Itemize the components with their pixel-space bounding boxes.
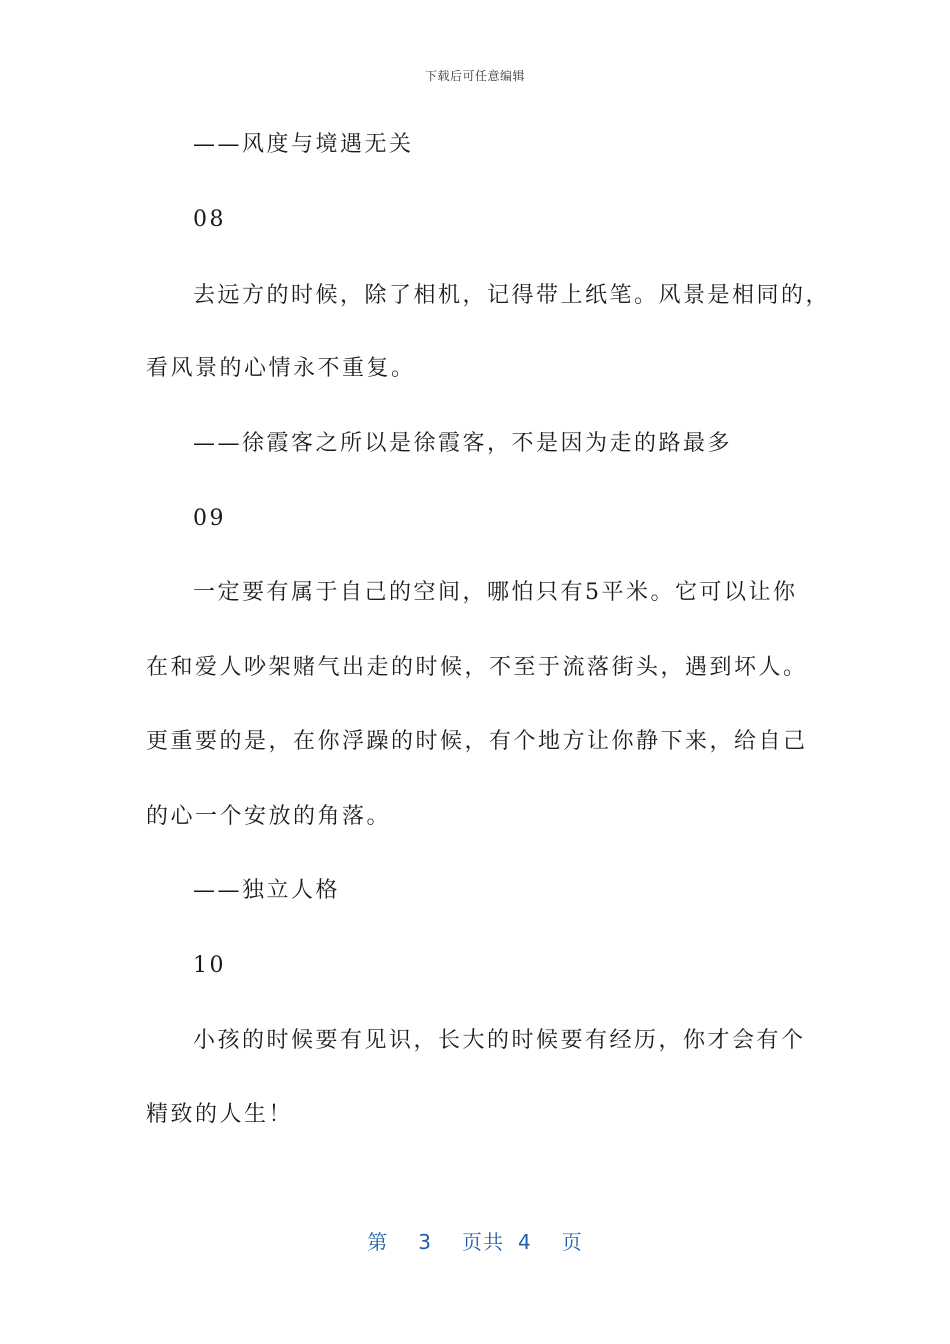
paragraph-line: 一定要有属于自己的空间，哪怕只有5平米。它可以让你 <box>193 580 798 605</box>
paragraph-line: 精致的人生！ <box>146 1102 294 1127</box>
footer-prefix: 第 <box>367 1230 389 1254</box>
footer-middle: 页共 <box>462 1230 504 1254</box>
quote-attribution: ——徐霞客之所以是徐霞客，不是因为走的路最多 <box>193 431 733 456</box>
paragraph-line: 去远方的时候，除了相机，记得带上纸笔。风景是相同的， <box>193 283 831 308</box>
quote-attribution: ——风度与境遇无关 <box>193 132 414 157</box>
paragraph-line: 在和爱人吵架赌气出走的时候，不至于流落街头，遇到坏人。 <box>146 655 808 680</box>
paragraph-line: 的心一个安放的角落。 <box>146 804 392 829</box>
header-note: 下载后可任意编辑 <box>424 69 525 83</box>
total-pages-number: 4 <box>518 1230 532 1254</box>
page-footer <box>0 1226 950 1255</box>
current-page-number: 3 <box>418 1230 432 1254</box>
footer-suffix: 页 <box>561 1230 583 1254</box>
section-number: 09 <box>193 506 226 531</box>
quote-attribution: ——独立人格 <box>193 878 341 903</box>
section-number: 10 <box>193 953 226 978</box>
paragraph-line: 更重要的是，在你浮躁的时候，有个地方让你静下来，给自己 <box>146 729 808 754</box>
paragraph-line: 小孩的时候要有见识，长大的时候要有经历，你才会有个 <box>193 1028 806 1053</box>
paragraph-line: 看风景的心情永不重复。 <box>146 356 416 381</box>
section-number: 08 <box>193 207 226 232</box>
